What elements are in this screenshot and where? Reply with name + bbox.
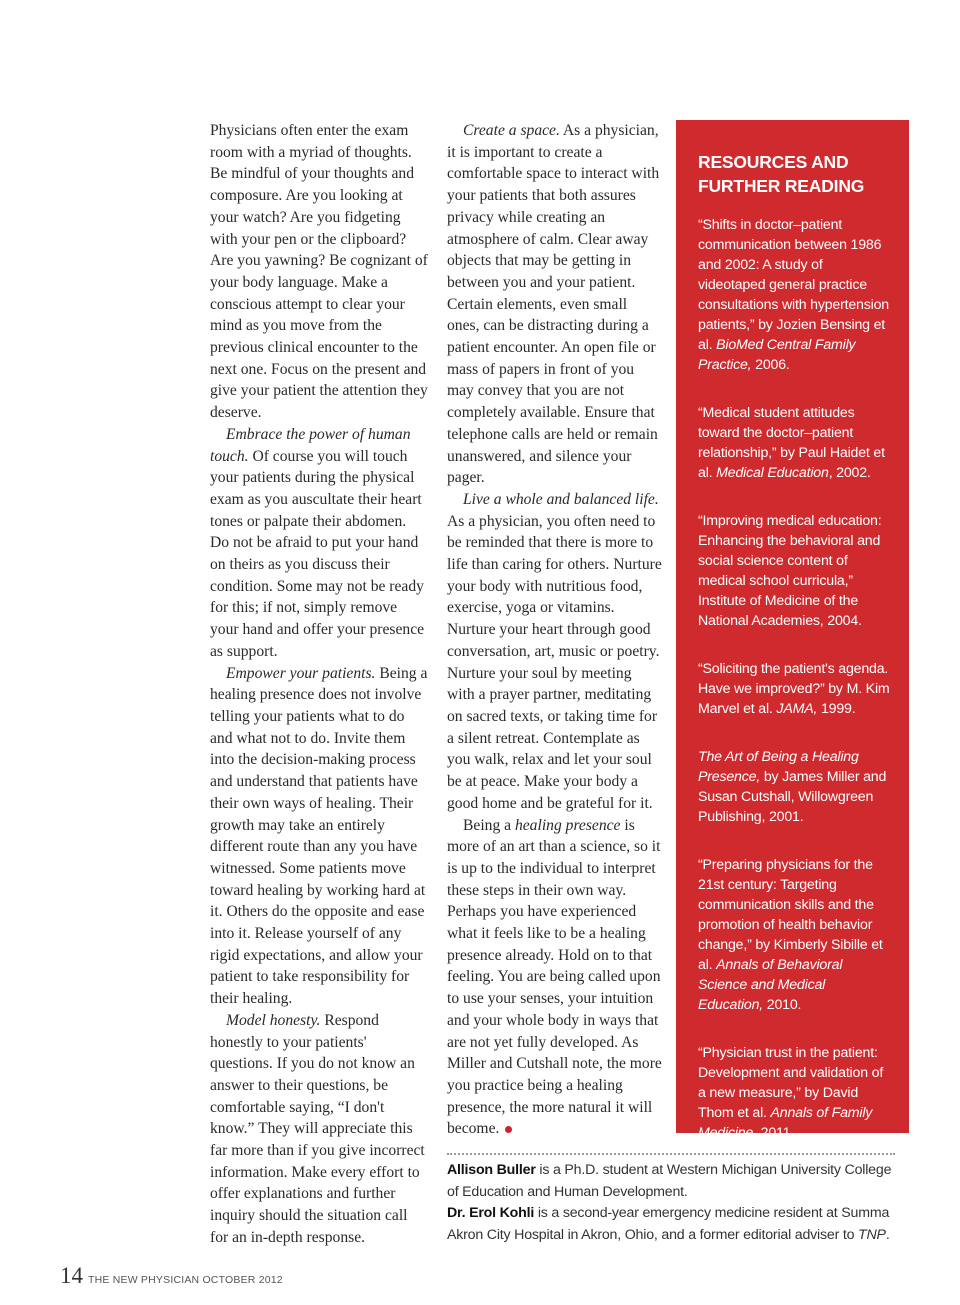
- paragraph-pre: Being a: [463, 816, 515, 834]
- reference-item: [698, 215, 891, 375]
- paragraph-lead: Empower your patients.: [226, 664, 376, 682]
- paragraph-text: is more of an art than a science, so it is up to the individual to interpret these steps in their own way. Perhaps you have experienced what it feels like to be a healing presence already. Hold on to that feeling. You are being called upon to use your senses, your intuition and your whole body in ways that are not yet fully developed. As Miller and Cutshall note, the more you practice being a healing presence, the more natural it will become.: [447, 816, 662, 1138]
- paragraph-text: Being a healing presence does not involve telling your patients what to do and what not to do. Invite them into the decision-making process and understand that patients have their own ways of healing. Their growth may take an entirely different route than any you have witnessed. Some patients move toward healing by working hard at it. Others do the opposite and ease into it. Release yourself of any rigid expectations, and allow your patient to take responsibility for their healing.: [210, 664, 428, 1008]
- paragraph-lead: Model honesty.: [226, 1011, 321, 1029]
- paragraph: [210, 663, 428, 1010]
- article-column-2: [447, 120, 663, 1140]
- resources-sidebar: [676, 120, 909, 1141]
- reference-list: [698, 215, 891, 1143]
- reference-item: [698, 659, 891, 719]
- reference-text-end: 1999.: [817, 701, 856, 717]
- paragraph: [447, 815, 663, 1141]
- author-bio-text: is a second-year emergency medicine resident at Summa Akron City Hospital in Akron, Ohio, and a former editorial adviser to: [447, 1205, 890, 1243]
- reference-text-end: 2006.: [751, 357, 790, 373]
- paragraph-text: As a physician, it is important to create a comfortable space to interact with your patients that both assures privacy while creating an atmosphere of calm. Clear away objects that may be getting in between you and your patient. Certain elements, even small ones, can be distracting during a patient encounter. An open file or mass of papers in front of you may convey that you are not completely available. Ensure that telephone calls are held or remain unanswered, and silence your pager.: [447, 122, 660, 487]
- sidebar-title: RESOURCES AND FURTHER READING: [698, 152, 865, 196]
- reference-item: [698, 403, 891, 483]
- reference-item: [698, 1043, 891, 1143]
- page-footer: [60, 1263, 283, 1289]
- author-bios: [447, 1160, 897, 1246]
- paragraph-lead: Live a whole and balanced life.: [463, 490, 659, 508]
- paragraph: [447, 120, 663, 489]
- paragraph: [210, 424, 428, 663]
- reference-item: [698, 511, 891, 631]
- paragraph: [447, 489, 663, 815]
- paragraph-lead: healing presence: [514, 816, 621, 834]
- reference-text-end: 2010.: [763, 997, 802, 1013]
- end-of-article-icon: [505, 1126, 512, 1133]
- reference-publication: Medical Education: [716, 465, 829, 481]
- author-name: Allison Buller: [447, 1162, 536, 1178]
- paragraph-lead: Embrace the power of human touch.: [210, 425, 411, 465]
- reference-text: “Physician trust in the patient: Development and validation of a new measure,” by David Thom et al.: [698, 1045, 884, 1121]
- author-name: Dr. Erol Kohli: [447, 1205, 535, 1221]
- paragraph-text: As a physician, you often need to be reminded that there is more to life than caring for others. Nurture your body with nutritious food, exercise, yoga or vitamins. Nurture your heart through good conversation, art, music or poetry. Nurture your soul by meeting with a prayer partner, meditating on sacred texts, or taking time for a silent retreat. Contemplate as you walk, relax and let your soul be at peace. Make your body a good home and be grateful for it.: [447, 512, 662, 812]
- reference-text: “Improving medical education: Enhancing the behavioral and social science content of medical school curricula,” Institute of Medicine of the National Academies, 2004.: [698, 513, 882, 629]
- reference-item: [698, 747, 891, 827]
- reference-text-end: by James Miller and Susan Cutshall, Willowgreen Publishing, 2001.: [698, 769, 887, 825]
- author-bio: [447, 1160, 897, 1203]
- reference-publication: Annals of Family Medicine,: [698, 1105, 873, 1141]
- reference-text: “Shifts in doctor–patient communication between 1986 and 2002: A study of videotaped general practice consultations with hypertension patients,” by Jozien Bensing et al.: [698, 217, 889, 353]
- reference-publication: BioMed Central Family Practice,: [698, 337, 856, 373]
- article-column-1: [210, 120, 428, 1249]
- reference-text-end: 2011.: [756, 1125, 795, 1141]
- reference-publication: The Art of Being a Healing Presence,: [698, 749, 859, 785]
- reference-text: “Soliciting the patient's agenda. Have we improved?” by M. Kim Marvel et al.: [698, 661, 890, 717]
- paragraph: Physicians often enter the exam room with a myriad of thoughts. Be mindful of your thoughts and composure. Are you looking at your watch? Are you fidgeting with your pen or the clipboard? Are you yawning? Be cognizant of your body language. Make a conscious attempt to clear your mind as you move from the previous clinical encounter to the next one. Focus on the present and give your patient the attention they deserve.: [210, 122, 428, 422]
- author-bio-text: is a Ph.D. student at Western Michigan University College of Education and Human Development.: [447, 1162, 892, 1200]
- issue-info: THE NEW PHYSICIAN OCTOBER 2012: [88, 1274, 283, 1286]
- author-bio-end: .: [885, 1226, 890, 1243]
- reference-text: “Medical student attitudes toward the doctor–patient relationship,” by Paul Haidet et al.: [698, 405, 885, 481]
- divider: [447, 1153, 895, 1155]
- reference-text-end: , 2002.: [828, 465, 871, 481]
- reference-publication: JAMA,: [776, 701, 818, 717]
- paragraph-text: Of course you will touch your patients during the physical exam as you auscultate their heart tones or palpate their abdomen. Do not be afraid to put your hand on theirs as you discuss their condition. Some may not be ready for this; if not, simply remove your hand and offer your presence as support.: [210, 447, 425, 660]
- paragraph-lead: Create a space.: [463, 122, 560, 139]
- reference-publication: Annals of Behavioral Science and Medical Education,: [698, 957, 843, 1013]
- author-bio: [447, 1203, 897, 1246]
- paragraph-text: Respond honestly to your patients' questions. If you do not know an answer to their questions, be comfortable saying, “I don't know.” They will appreciate this far more than if you give incorrect information. Make every effort to offer explanations and further inquiry should the situation call for an in-depth response.: [210, 1011, 425, 1246]
- publication-name: TNP: [858, 1226, 886, 1243]
- reference-text: “Preparing physicians for the 21st century: Targeting communication skills and the promotion of health behavior change,” by Kimberly Sibille et al.: [698, 857, 883, 973]
- paragraph: [210, 1010, 428, 1249]
- page-number: 14: [60, 1263, 83, 1288]
- reference-item: [698, 855, 891, 1015]
